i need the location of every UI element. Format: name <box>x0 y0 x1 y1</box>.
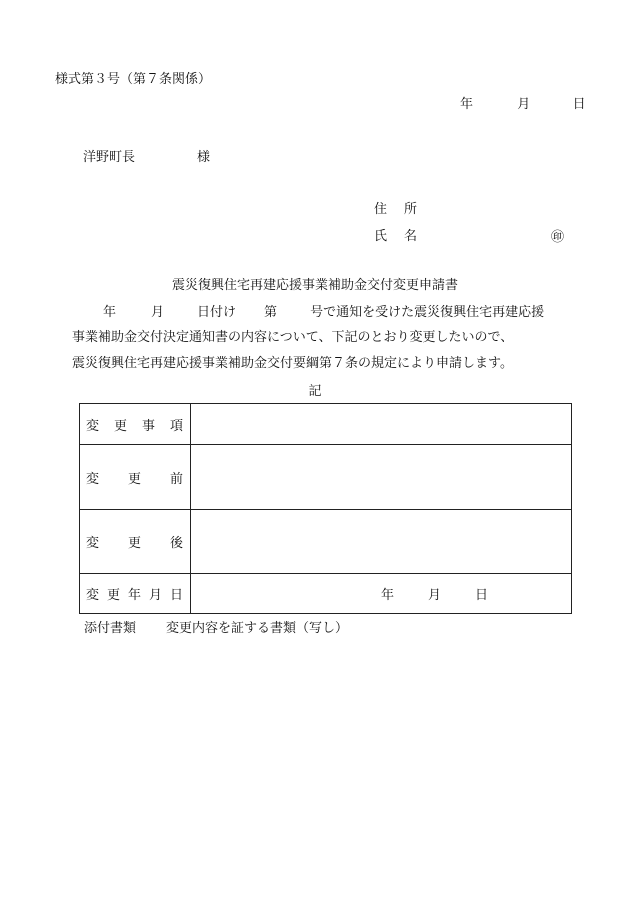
table-row-change-item <box>80 404 572 445</box>
day-label: 日 <box>572 97 586 112</box>
label-char: 更 <box>127 536 141 551</box>
label-char: 更 <box>106 588 120 603</box>
label-char: 年 <box>127 588 141 603</box>
body-dated: 日付け <box>197 305 237 320</box>
label-char: 項 <box>169 418 183 434</box>
attachment-line <box>84 621 348 637</box>
year-label: 年 <box>460 97 474 112</box>
applicant-address-row <box>374 202 430 218</box>
table-row-before <box>80 445 572 510</box>
row-label-cell <box>80 404 191 445</box>
body-line-1 <box>72 305 544 321</box>
submission-date <box>460 97 586 113</box>
label-char: 前 <box>169 471 183 487</box>
year-label: 年 <box>381 588 395 603</box>
body-year: 年 <box>103 305 117 320</box>
label-char: 日 <box>169 588 183 603</box>
ki-heading: 記 <box>308 384 322 399</box>
label-char: 変 <box>86 536 100 551</box>
document-title: 震災復興住宅再建応援事業補助金交付変更申請書 <box>171 278 458 293</box>
label-char: 後 <box>169 536 183 551</box>
month-label: 月 <box>517 97 531 112</box>
month-label: 月 <box>428 588 442 603</box>
attachment-value: 変更内容を証する書類（写し） <box>166 621 349 636</box>
addressee <box>83 150 210 166</box>
mayor-title: 洋野町長 <box>83 150 136 165</box>
honorific: 様 <box>197 150 211 165</box>
table-row-after <box>80 510 572 574</box>
label-char: 更 <box>127 471 141 487</box>
address-label: 住 所 <box>374 202 420 217</box>
row-label-cell <box>80 445 191 510</box>
body-line1-suffix: 号で通知を受けた震災復興住宅再建応援 <box>310 305 545 320</box>
form-number-label: 様式第３号（第７条関係） <box>55 72 212 87</box>
label-char: 変 <box>86 588 100 603</box>
seal-mark: ㊞ <box>551 230 565 245</box>
before-change-input[interactable] <box>191 445 572 510</box>
day-label: 日 <box>475 588 489 603</box>
body-number-prefix: 第 <box>264 305 278 320</box>
label-char: 更 <box>113 418 127 434</box>
change-details-table <box>79 403 572 614</box>
after-change-input[interactable] <box>191 510 572 574</box>
change-item-input[interactable] <box>191 404 572 445</box>
applicant-name-row <box>374 229 430 245</box>
body-line-2: 事業補助金交付決定通知書の内容について、下記のとおり変更したいので、 <box>72 330 514 345</box>
label-char: 変 <box>86 471 100 487</box>
label-char: 月 <box>148 588 162 603</box>
row-label-cell <box>80 510 191 574</box>
row-label-cell <box>80 574 191 614</box>
label-char: 事 <box>141 418 155 434</box>
attachment-label: 添付書類 <box>84 621 137 636</box>
body-month: 月 <box>151 305 165 320</box>
body-line-3: 震災復興住宅再建応援事業補助金交付要綱第７条の規定により申請します。 <box>72 356 513 371</box>
change-date-input[interactable] <box>191 574 572 614</box>
table-row-change-date <box>80 574 572 614</box>
name-label: 氏 名 <box>374 229 420 244</box>
label-char: 変 <box>86 418 100 434</box>
